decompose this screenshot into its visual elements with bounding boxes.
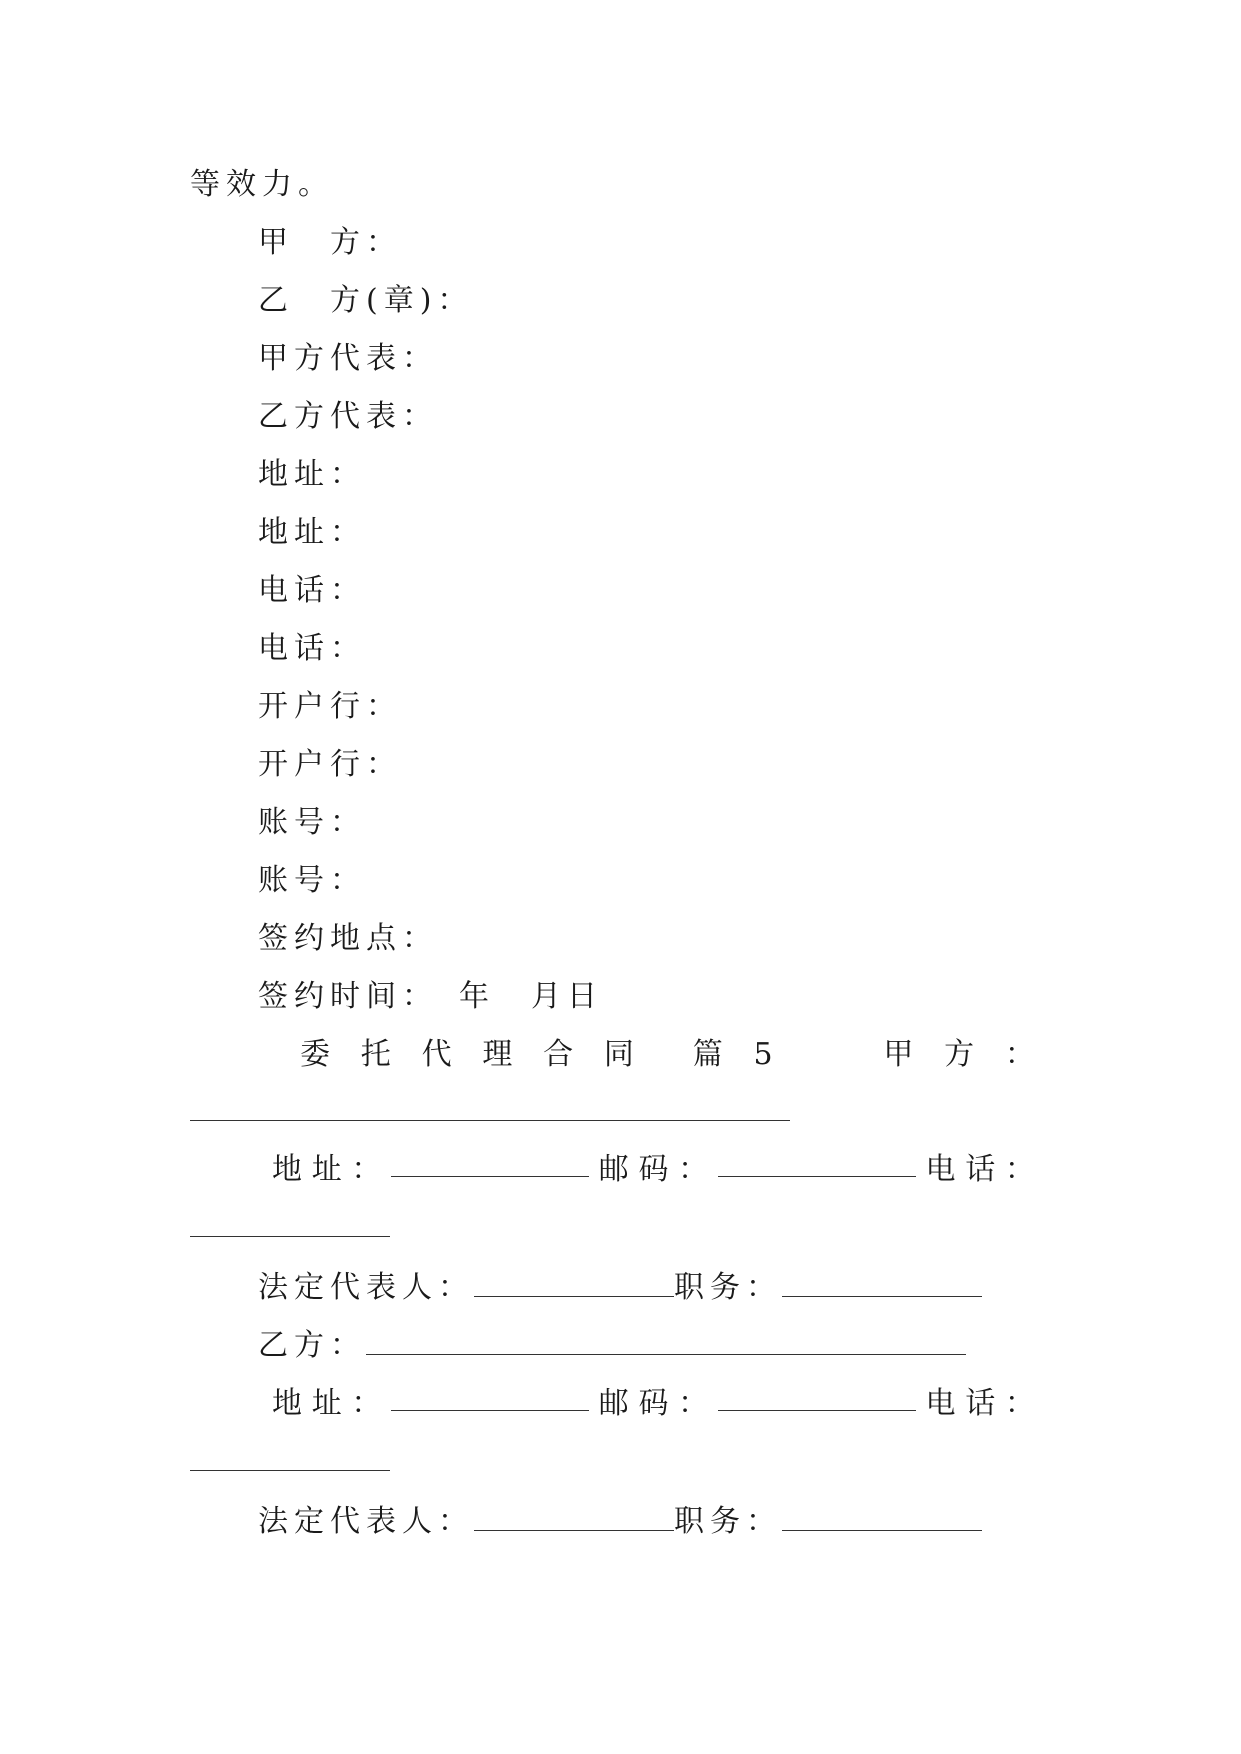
address-char: 地	[272, 1386, 302, 1421]
postcode-char: 邮	[598, 1386, 629, 1421]
position-blank[interactable]	[782, 1270, 982, 1297]
heading-char: 代	[421, 1037, 452, 1072]
postcode-char: 邮	[598, 1152, 629, 1187]
position-label: 职务：	[674, 1504, 782, 1539]
address-char: ：	[351, 1386, 382, 1421]
party-b-line	[258, 1326, 966, 1366]
legal-representative-label: 法定代表人：	[258, 1504, 474, 1539]
heading-char: 篇	[692, 1037, 723, 1072]
line-12: 账号：	[258, 805, 366, 840]
legal-representative-label: 法定代表人：	[258, 1270, 474, 1305]
contract-heading	[300, 1035, 1035, 1075]
legal-representative-blank[interactable]	[474, 1270, 674, 1297]
line-6: 地址：	[258, 457, 366, 492]
line-11: 开户行：	[258, 747, 402, 782]
heading-char: 方	[944, 1037, 975, 1072]
party-a-phone-blank[interactable]	[190, 1236, 390, 1237]
legal-representative-blank[interactable]	[474, 1504, 674, 1531]
line-3: 乙 方(章)：	[258, 283, 474, 318]
heading-char: 同	[603, 1037, 634, 1072]
heading-char: 甲	[883, 1037, 914, 1072]
line-15: 签约时间： 年 月日	[258, 979, 603, 1014]
postcode-char: ：	[678, 1152, 709, 1187]
line-13: 账号：	[258, 863, 366, 898]
party-b-phone-blank[interactable]	[190, 1470, 390, 1471]
line-9: 电话：	[258, 631, 366, 666]
address-char: 地	[272, 1152, 302, 1187]
line-5: 乙方代表：	[258, 399, 438, 434]
phone-char: ：	[1004, 1152, 1035, 1187]
postcode-char: 码	[638, 1386, 669, 1421]
line-14: 签约地点：	[258, 921, 438, 956]
party-b-address-row	[272, 1384, 1035, 1424]
position-blank[interactable]	[782, 1504, 982, 1531]
address-blank[interactable]	[391, 1384, 589, 1411]
phone-char: 电	[925, 1152, 956, 1187]
heading-char: ：	[1004, 1037, 1035, 1072]
line-2: 甲 方：	[258, 225, 402, 260]
party-b-representative-line	[258, 1502, 982, 1542]
postcode-char: 码	[638, 1152, 669, 1187]
line-10: 开户行：	[258, 689, 402, 724]
heading-char: 托	[360, 1037, 391, 1072]
postcode-blank[interactable]	[718, 1150, 916, 1177]
address-char: ：	[351, 1152, 382, 1187]
phone-char: 话	[965, 1386, 996, 1421]
heading-char: 合	[543, 1037, 574, 1072]
postcode-char: ：	[678, 1386, 709, 1421]
postcode-blank[interactable]	[718, 1384, 916, 1411]
address-char: 址	[311, 1386, 342, 1421]
line-1: 等效力。	[190, 167, 334, 202]
line-4: 甲方代表：	[258, 341, 438, 376]
party-a-address-row	[272, 1150, 1035, 1190]
heading-char: 5	[753, 1037, 773, 1072]
phone-char: 话	[965, 1152, 996, 1187]
line-8: 电话：	[258, 573, 366, 608]
phone-char: 电	[925, 1386, 956, 1421]
heading-char: 理	[482, 1037, 513, 1072]
position-label: 职务：	[674, 1270, 782, 1305]
party-a-representative-line	[258, 1268, 982, 1308]
party-a-blank[interactable]	[190, 1120, 790, 1121]
address-char: 址	[311, 1152, 342, 1187]
party-b-blank[interactable]	[366, 1328, 966, 1355]
line-7: 地址：	[258, 515, 366, 550]
party-b-label: 乙方：	[258, 1328, 366, 1363]
phone-char: ：	[1004, 1386, 1035, 1421]
heading-char: 委	[300, 1037, 330, 1072]
address-blank[interactable]	[391, 1150, 589, 1177]
